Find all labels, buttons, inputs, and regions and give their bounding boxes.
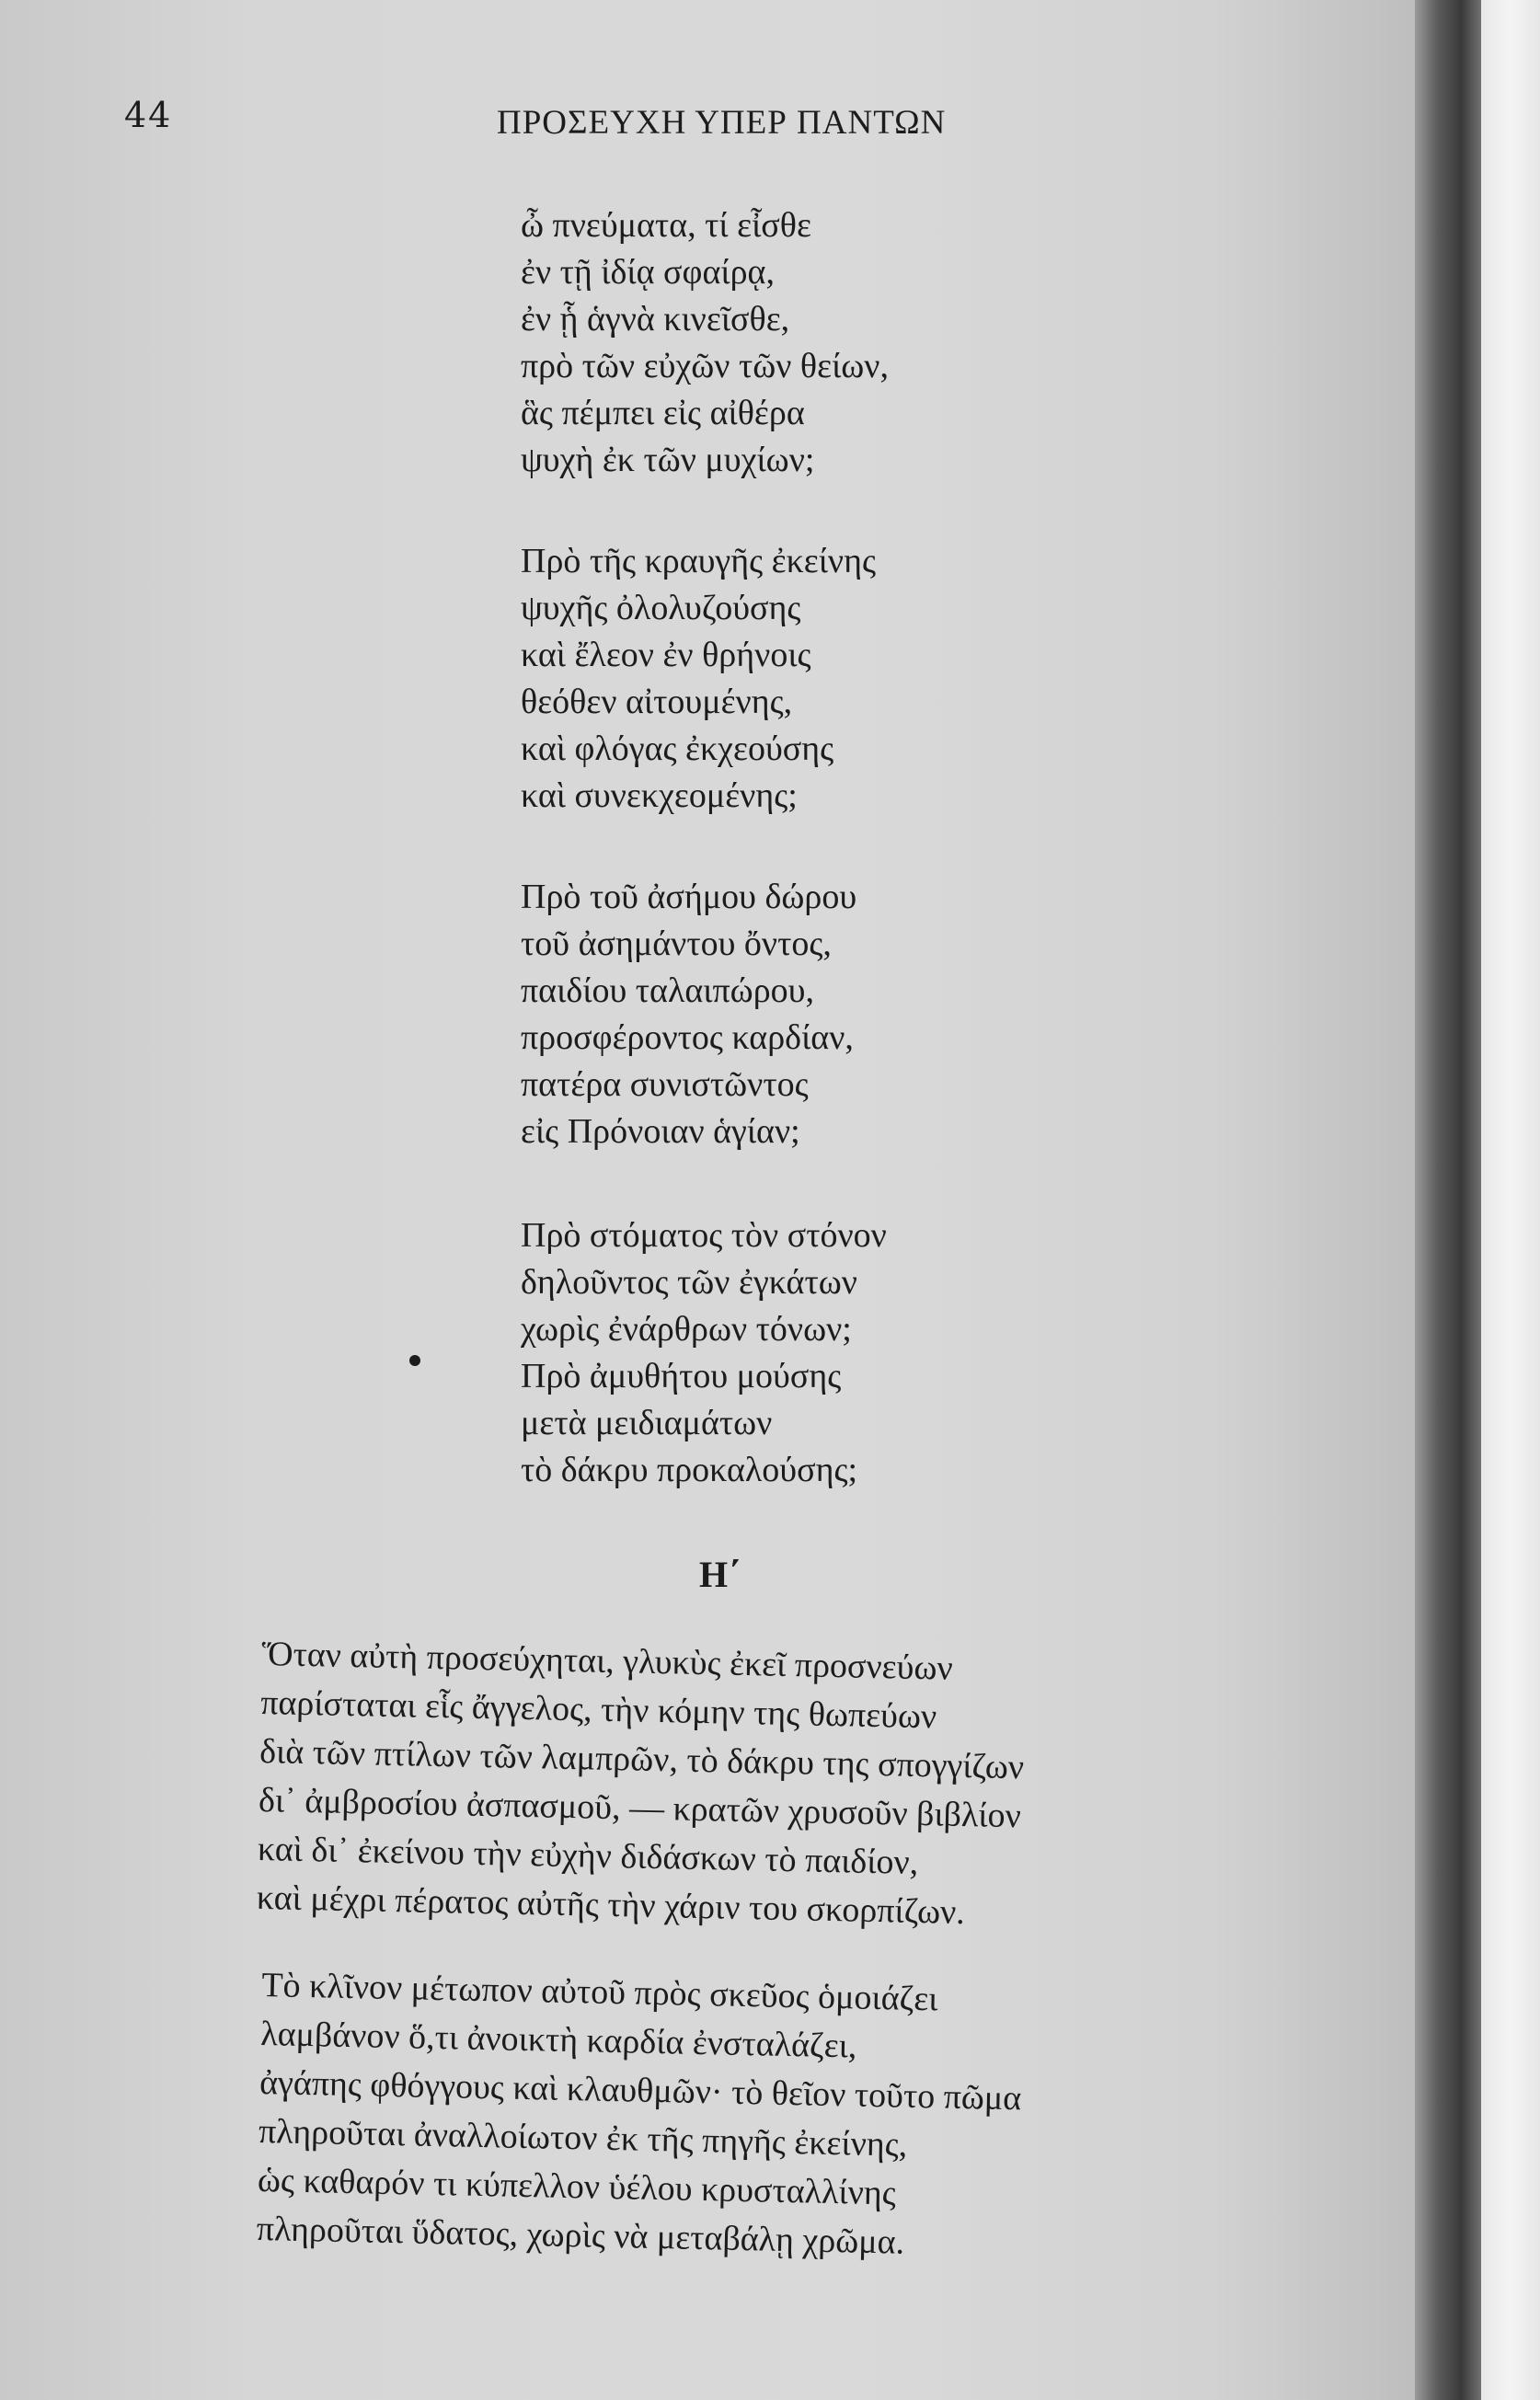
verse-line: Πρὸ στόματος τὸν στόνον: [521, 1216, 887, 1255]
paragraph-line: πληροῦται ἀναλλοίωτον ἐκ τῆς πηγῆς ἐκείνης,: [258, 2111, 908, 2165]
facing-page-edge: [1481, 0, 1540, 2400]
stanza-4: [521, 1212, 999, 1494]
paragraph-line: καὶ δι᾿ ἐκείνου τὴν εὐχὴν διδάσκων τὸ παιδίον,: [257, 1829, 919, 1882]
paragraph-line: Τὸ κλῖνον μέτωπον αὐτοῦ πρὸς σκεῦος ὁμοιάζει: [261, 1965, 938, 2019]
verse-line: ἐν ᾗ ἁγνὰ κινεῖσθε,: [521, 300, 790, 339]
stanza-1: [521, 202, 999, 484]
verse-line: τὸ δάκρυ προκαλούσης;: [521, 1451, 858, 1489]
verse-line: Πρὸ ἀμυθήτου μούσης: [521, 1357, 842, 1395]
stanza-3: [521, 874, 999, 1155]
paragraph-line: πληροῦται ὕδατος, χωρὶς νὰ μεταβάλῃ χρῶμα.: [256, 2209, 905, 2262]
verse-line: δηλοῦντος τῶν ἐγκάτων: [521, 1263, 857, 1302]
stanza-2: [521, 538, 999, 820]
verse-line: ὦ πνεύματα, τί εἶσθε: [521, 206, 811, 245]
verse-line: ἃς πέμπει εἰς αἰθέρα: [521, 394, 805, 432]
paragraph-line: διὰ τῶν πτίλων τῶν λαμπρῶν, τὸ δάκρυ της σπογγίζων: [259, 1731, 1025, 1787]
verse-line: πρὸ τῶν εὐχῶν τῶν θείων,: [521, 347, 889, 385]
verse-line: εἰς Πρόνοιαν ἁγίαν;: [521, 1112, 800, 1151]
verse-line: τοῦ ἀσημάντου ὄντος,: [521, 924, 832, 963]
book-gutter: [1415, 0, 1481, 2400]
verse-line: πατέρα συνιστῶντος: [521, 1065, 809, 1104]
verse-line: ἐν τῇ ἰδίᾳ σφαίρᾳ,: [521, 253, 775, 292]
verse-line: Πρὸ τοῦ ἀσήμου δώρου: [521, 878, 857, 916]
paragraph-2: [256, 1961, 1200, 2273]
verse-line: ψυχῆς ὀλολυζούσης: [521, 589, 801, 627]
paragraph-line: Ὅταν αὐτὴ προσεύχηται, γλυκὺς ἐκεῖ προσνεύων: [261, 1634, 954, 1688]
bullet-mark: [409, 1355, 420, 1366]
paragraph-line: ὡς καθαρόν τι κύπελλον ὑέλου κρυσταλλίνης: [257, 2160, 897, 2213]
verse-line: Πρὸ τῆς κραυγῆς ἐκείνης: [521, 542, 877, 580]
running-title: ΠΡΟΣΕΥΧΗ ΥΠΕΡ ΠΑΝΤΩΝ: [497, 104, 947, 142]
paragraph-line: παρίσταται εἷς ἄγγελος, τὴν κόμην της θωπεύων: [259, 1682, 937, 1737]
verse-line: καὶ ἔλεον ἐν θρήνοις: [521, 636, 811, 674]
verse-line: παιδίου ταλαιπώρου,: [521, 971, 814, 1010]
verse-line: ψυχὴ ἐκ τῶν μυχίων;: [521, 441, 815, 479]
paragraph-line: ἀγάπης φθόγγους καὶ κλαυθμῶν· τὸ θεῖον τοῦτο πῶμα: [259, 2062, 1022, 2119]
verse-line: καὶ φλόγας ἐκχεούσης: [521, 729, 834, 768]
verse-line: θεόθεν αἰτουμένης,: [521, 683, 793, 721]
verse-line: προσφέροντος καρδίαν,: [521, 1018, 854, 1057]
verse-line: μετὰ μειδιαμάτων: [521, 1404, 773, 1442]
section-heading: Η΄: [699, 1554, 741, 1595]
page-number: 44: [124, 95, 173, 135]
paragraph-line: καὶ μέχρι πέρατος αὐτῆς τὴν χάριν του σκορπίζων.: [256, 1878, 966, 1933]
verse-line: καὶ συνεκχεομένης;: [521, 776, 798, 815]
paragraph-line: λαμβάνον ὅ,τι ἀνοικτὴ καρδία ἐνσταλάζει,: [259, 2014, 857, 2066]
paragraph-1: [256, 1630, 1200, 1942]
verse-line: χωρὶς ἐνάρθρων τόνων;: [521, 1310, 852, 1349]
paragraph-line: δι᾿ ἀμβροσίου ἀσπασμοῦ, — κρατῶν χρυσοῦν βιβλίον: [258, 1780, 1022, 1836]
